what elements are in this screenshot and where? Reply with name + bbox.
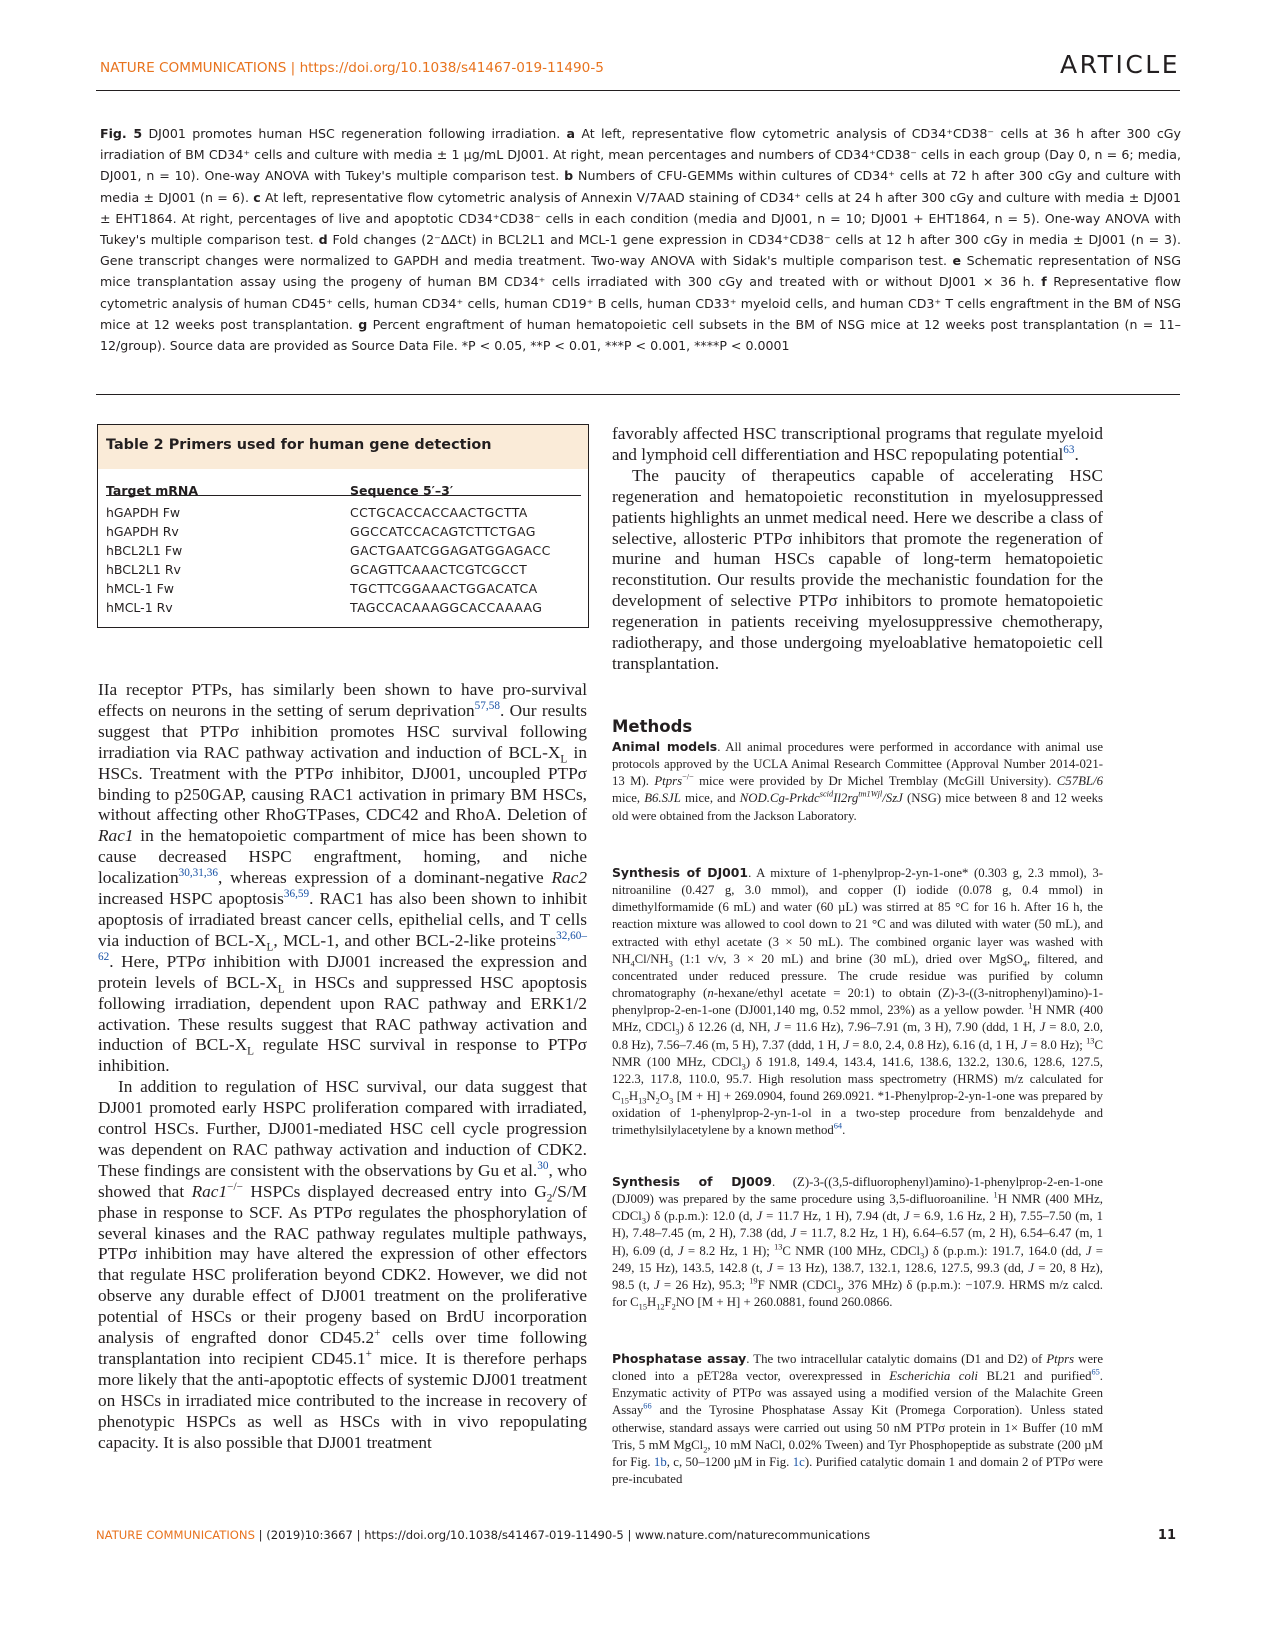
panel-label-d: d	[318, 232, 328, 248]
panel-label-c: c	[253, 189, 261, 205]
page-footer	[96, 1528, 1180, 1548]
target-cell: hGAPDH Fw	[106, 505, 181, 520]
panel-f-text: Representative flow cytometric analysis of human CD45⁺ cells, human CD34⁺ cells, human CD19⁺ B cells, human CD33⁺ myeloid cells, and human CD3⁺ T cells engraftment in the BM of NSG mice at 12 weeks post transplantation.	[100, 274, 1181, 332]
table-row	[106, 600, 581, 619]
table-title-band	[98, 425, 588, 469]
methods-synthesis-dj001: Synthesis of DJ001. A mixture of 1-phenylprop-2-yn-1-one* (0.303 g, 2.3 mmol), 3-nitroaniline (0.427 g, 3.0 mmol), and copper (I) iodide (0.078 g, 0.4 mmol) in dimethylformamide (6 mL) and water (60 µL) was stirred at 85 °C for 16 h. After 16 h, the reaction mixture was allowed to cool down to 21 °C and was diluted with water (50 mL), and extracted with ethyl acetate (3 × 50 mL). The combined organic layer was washed with $NH_4Cl/NH_3$ (1:1 v/v, 3 × 20 mL) and brine (30 mL), dried over MgSO$_4$, filtered, and concentrated under reduced pressure. The crude residue was purified by column chromatography (n-hexane/ethyl acetate = 20:1) to obtain (Z)-3-((3-nitrophenyl)amino)-1-phenylprop-2-en-1-one (DJ001,140 mg, 0.52 mmol, 23%) as a yellow powder. $^1$H NMR (400 MHz, CDCl$_3$) δ 12.26 (d, NH, J = 11.6 Hz), 7.96–7.91 (m, 3 H), 7.90 (ddd, 1 H, J = 8.0, 2.0, 0.8 Hz), 7.56–7.46 (m, 5 H), 7.37 (ddd, 1 H, J = 8.0, 2.4, 0.8 Hz), 6.16 (d, 1 H, J = 8.0 Hz); $^{13}$C NMR (100 MHz, CDCl$_3$) δ 191.8, 149.4, 143.4, 141.6, 138.6, 132.2, 130.6, 128.6, 127.5, 122.3, 117.8, 110.0, 95.7. High resolution mass spectrometry (HRMS) m/z calculated for $C_{15}H_{13}N_2O_3$ [M + H] + 269.0904, found 269.0921. *1-Phenylprop-2-yn-1-one was prepared by oxidation of 1-phenylprop-2-yn-1-ol in a two-step procedure from benzaldehyde and trimethylsilylacetylene by a known method$^{64}$.	[612, 865, 1104, 1138]
panel-e-text: Schematic representation of NSG mice transplantation assay using the progeny of human BM CD34⁺ cells irradiated with 300 cGy and treated with or without DJ001 × 36 h.	[100, 253, 1181, 290]
target-cell: hBCL2L1 Fw	[106, 543, 183, 558]
caption-rule	[96, 394, 1180, 395]
panel-g-text: Percent engraftment of human hematopoietic cell subsets in the BM of NSG mice at 12 weeks post transplantation (n = 11–12/group). Source data are provided as Source Data File. *P < 0.05, **P < 0.01, ***P < 0.001, ****P < 0.0001	[100, 316, 1181, 354]
section-lead: Synthesis of DJ009	[612, 1174, 772, 1189]
body-paragraph: The paucity of therapeutics capable of accelerating HSC regeneration and hematopoietic reconstitution in myelosuppressed patients highlights an unmet medical need. Here we describe a class of selective, allosteric PTPσ inhibitors that promote the regeneration of murine and human HSCs capable of long-term hematopoietic reconstitution. Our results provide the mechanistic foundation for the development of selective PTPσ inhibitors to promote hematopoietic regeneration in patients receiving myelosuppressive chemotherapy, radiotherapy, and those undergoing myeloablative hematopoietic cell transplantation.	[612, 465, 1103, 673]
article-label: ARTICLE	[1060, 50, 1180, 79]
table-row	[106, 543, 581, 562]
panel-a-text: At left, representative flow cytometric analysis of CD34⁺CD38⁻ cells at 36 h after 300 cGy irradiation of BM CD34⁺ cells and culture with media ± 1 µg/mL DJ001. At right, mean percentages and numbers of CD34⁺CD38⁻ cells in each group (Day 0, n = 6; media, DJ001, n = 10). One-way ANOVA with Tukey's multiple comparison test.	[100, 126, 1181, 184]
table-header-rule	[106, 495, 581, 496]
methods-heading: Methods	[612, 717, 693, 736]
body-paragraph: favorably affected HSC transcriptional programs that regulate myeloid and lymphoid cell differentiation and HSC repopulating potential$^{63}$.	[612, 424, 1103, 464]
body-paragraph: In addition to regulation of HSC survival, our data suggest that DJ001 promoted early HSPC proliferation compared with irradiated, control HSCs. Further, DJ001-mediated HSC cell cycle progression was dependent on RAC pathway activation and induction of CDK2. These findings are consistent with the observations by Gu et al.$^{30}$, who showed that Rac1−/− HSPCs displayed decreased entry into $G_2/S/M$ phase in response to SCF. As PTPσ regulates the phosphorylation of several kinases and the RAC pathway regulates multiple pathways, PTPσ inhibition may have altered the expression of other effectors that regulate HSC proliferation beyond CDK2. However, we did not observe any durable effect of DJ001 treatment on the proliferative potential of HSCs or their progeny based on BrdU incorporation analysis of engrafted donor CD45.2+ cells over time following transplantation into recipient CD45.1+ mice. It is therefore perhaps more likely that the anti-apoptotic effects of systemic DJ001 treatment on HSCs in irradiated mice contributed to the increase in recovery of phenotypic HSPCs as well as HSCs with in vivo repopulating capacity. It is also possible that DJ001 treatment	[98, 1077, 587, 1452]
panel-label-e: e	[952, 253, 962, 269]
target-cell: hBCL2L1 Rv	[106, 562, 181, 577]
section-lead: Animal models	[612, 739, 718, 754]
methods-phosphatase-assay: Phosphatase assay. The two intracellular catalytic domains (D1 and D2) of Ptprs were cloned into a pET28a vector, overexpressed in Escherichia coli BL21 and purified$^{65}$. Enzymatic activity of PTPσ was assayed using a modified version of the Malachite Green Assay$^{66}$ and the Tyrosine Phosphatase Assay Kit (Promega Corporation). Unless stated otherwise, standard assays were carried out using 50 nM PTPσ protein in 1× Buffer (10 mM Tris, 5 mM MgCl$_2$, 10 mM NaCl, 0.02% Tween) and Tyr Phosphopeptide as substrate (200 µM for Fig. 1b, c, 50–1200 µM in Fig. 1c). Purified catalytic domain 1 and domain 2 of PTPσ were pre-incubated	[612, 1351, 1103, 1487]
table-row	[106, 562, 581, 581]
panel-b-text: Numbers of CFU-GEMMs within cultures of CD34⁺ cells at 72 h after 300 cGy and culture with media ± DJ001 (n = 6).	[100, 168, 1181, 205]
panel-c-text: At left, representative flow cytometric analysis of Annexin V/7AAD staining of CD34⁺ cells at 24 h after 300 cGy and culture with media ± DJ001 ± EHT1864. At right, percentages of live and apoptotic CD34⁺CD38⁻ cells in each condition (media and DJ001, n = 10; DJ001 + EHT1864, n = 5). One-way ANOVA with Tukey's multiple comparison test.	[100, 189, 1181, 248]
sequence-cell: GACTGAATCGGAGATGGAGACC	[350, 543, 551, 558]
panel-d-text: Fold changes (2⁻ΔΔCt) in BCL2L1 and MCL-1 gene expression in CD34⁺CD38⁻ cells at 12 h after 300 cGy in media ± DJ001 (n = 3). Gene transcript changes were normalized to GAPDH and media treatment. Two-way ANOVA with Sidak's multiple comparison test.	[100, 232, 1181, 269]
sequence-cell: GGCCATCCACAGTCTTCTGAG	[350, 524, 536, 539]
left-column-text	[98, 680, 587, 1454]
figure-title: DJ001 promotes human HSC regeneration following irradiation.	[148, 126, 561, 141]
column-header-target: Target mRNA	[106, 483, 199, 498]
methods-synthesis-dj009: Synthesis of DJ009. (Z)-3-((3,5-difluorophenyl)amino)-1-phenylprop-2-en-1-one (DJ009) was prepared by the same procedure using 3,5-difluoroaniline. $^1$H NMR (400 MHz, CDCl$_3$) δ (p.p.m.): 12.0 (d, J = 11.7 Hz, 1 H), 7.94 (dt, J = 6.9, 1.6 Hz, 2 H), 7.55–7.50 (m, 1 H), 7.48–7.45 (m, 2 H), 7.38 (dd, J = 11.7, 8.2 Hz, 1 H), 6.64–6.57 (m, 2 H), 6.54–6.47 (m, 1 H), 6.09 (d, J = 8.2 Hz, 1 H); $^{13}$C NMR (100 MHz, CDCl$_3$) δ (p.p.m.): 191.7, 164.0 (dd, J = 249, 15 Hz), 143.5, 142.8 (t, J = 13 Hz), 138.7, 132.1, 128.6, 127.5, 99.3 (dd, J = 20, 8 Hz), 98.5 (t, J = 26 Hz), 95.3; $^{19}$F NMR (CDCl$_3$, 376 MHz) δ (p.p.m.): −107.9. HRMS m/z calcd. for $C_{15}H_{12}F_2NO$ [M + H] + 260.0881, found 260.0866.	[612, 1174, 1104, 1312]
body-paragraph: IIa receptor PTPs, has similarly been shown to have pro-survival effects on neurons in the setting of serum deprivation$^{57,58}$. Our results suggest that PTPσ inhibition promotes HSC survival following irradiation via RAC pathway activation and induction of BCL-$X_L$ in HSCs. Treatment with the PTPσ inhibitor, DJ001, uncoupled PTPσ binding to p250GAP, causing RAC1 activation in primary BM HSCs, without affecting other RhoGTPases, CDC42 and RhoA. Deletion of Rac1 in the hematopoietic compartment of mice has been shown to cause decreased HSPC engraftment, homing, and niche localization$^{30,31,36}$, whereas expression of a dominant-negative Rac2 increased HSPC apoptosis$^{36,59}$. RAC1 has also been shown to inhibit apoptosis of irradiated breast cancer cells, epithelial cells, and T cells via induction of BCL-$X_L$, MCL-1, and other BCL-2-like proteins$^{32,60-62}$. Here, PTPσ inhibition with DJ001 increased the expression and protein levels of BCL-$X_L$ in HSCs and suppressed HSC apoptosis following irradiation, dependent upon RAC pathway and ERK1/2 activation. These results suggest that RAC pathway activation and induction of BCL-$X_L$ regulate HSC survival in response to PTPσ inhibition.	[98, 680, 587, 1076]
figure-label: Fig. 5	[100, 126, 143, 141]
panel-label-b: b	[564, 168, 574, 184]
journal-doi-link[interactable]: NATURE COMMUNICATIONS | https://doi.org/10.1038/s41467-019-11490-5	[100, 60, 604, 76]
panel-label-a: a	[566, 126, 576, 141]
header-rule	[96, 90, 1180, 91]
column-header-sequence: Sequence 5′–3′	[350, 483, 454, 498]
panel-label-f: f	[1041, 274, 1047, 290]
figure-caption	[100, 123, 1181, 356]
page-number: 11	[1157, 1528, 1176, 1543]
target-cell: hMCL-1 Fw	[106, 581, 175, 596]
sequence-cell: CCTGCACCACCAACTGCTTA	[350, 505, 528, 520]
page-header	[96, 50, 1180, 86]
section-lead: Phosphatase assay	[612, 1351, 747, 1366]
sequence-cell: TGCTTCGGAAACTGGACATCA	[350, 581, 538, 596]
table-row	[106, 505, 581, 524]
target-cell: hGAPDH Rv	[106, 524, 179, 539]
table-title: Table 2 Primers used for human gene detection	[106, 437, 492, 453]
table-row	[106, 581, 581, 600]
footer-journal: NATURE COMMUNICATIONS	[96, 1528, 255, 1542]
footer-citation[interactable]: | (2019)10:3667 | https://doi.org/10.1038/s41467-019-11490-5 | www.nature.com/naturecommunications	[254, 1528, 871, 1542]
right-column-text	[612, 424, 1103, 675]
primer-table	[97, 424, 589, 628]
methods-animal-models: Animal models. All animal procedures were performed in accordance with animal use protocols approved by the UCLA Animal Research Committee (Approval Number 2014-021-13 M). Ptprs−/− mice were provided by Dr Michel Tremblay (McGill University). C57BL/6 mice, B6.SJL mice, and $NOD.Cg-Prkdc^{scid}Il2rg^{tm1Wjl}$/SzJ (NSG) mice between 8 and 12 weeks old were obtained from the Jackson Laboratory.	[612, 739, 1103, 823]
sequence-cell: GCAGTTCAAACTCGTCGCCT	[350, 562, 528, 577]
sequence-cell: TAGCCACAAAGGCACCAAAAG	[350, 600, 543, 615]
target-cell: hMCL-1 Rv	[106, 600, 173, 615]
panel-label-g: g	[358, 316, 368, 332]
table-row	[106, 524, 581, 543]
section-lead: Synthesis of DJ001	[612, 865, 749, 880]
